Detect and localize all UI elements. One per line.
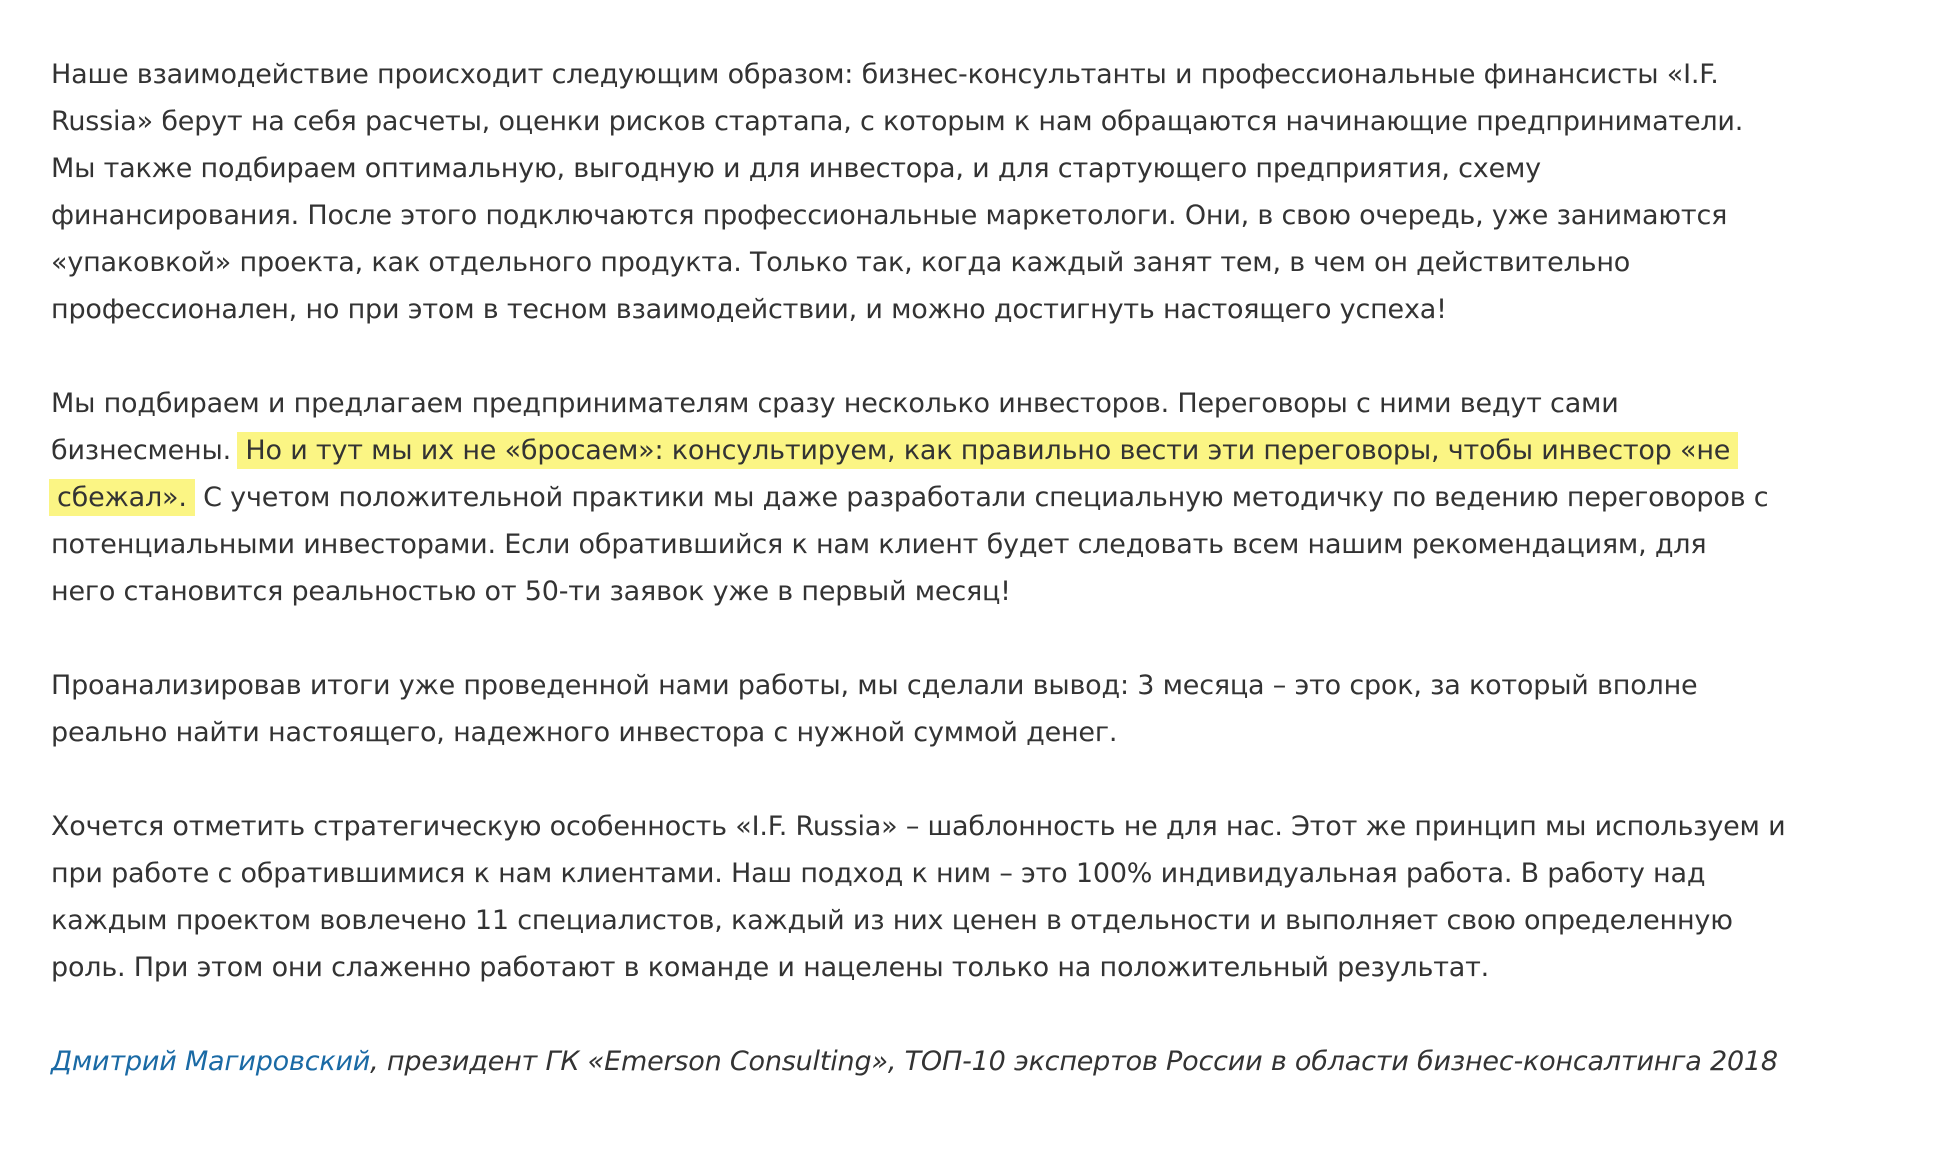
paragraph-conclusion (51, 662, 1911, 756)
text-line: каждым проектом вовлечено 11 специалистов, каждый из них ценен в отдельности и выполняет свою определенную (51, 905, 1733, 936)
text-segment: бизнесмены. (51, 435, 231, 466)
paragraph-strategy (51, 803, 1911, 991)
highlighted-text: Но и тут мы их не «бросаем»: консультируем, как правильно вести эти переговоры, чтобы инвестор «не (237, 432, 1738, 469)
text-line: роль. При этом они слаженно работают в команде и нацелены только на положительный результат. (51, 952, 1490, 983)
text-line: него становится реальностью от 50-ти заявок уже в первый месяц! (51, 576, 1011, 607)
text-line: Хочется отметить стратегическую особенность «I.F. Russia» – шаблонность не для нас. Этот же принцип мы используем и (51, 811, 1786, 842)
highlighted-text: сбежал». (49, 479, 195, 516)
article-body (51, 51, 1911, 1085)
text-line: реально найти настоящего, надежного инвестора с нужной суммой денег. (51, 717, 1118, 748)
paragraph-investors (51, 380, 1911, 615)
text-line: Russia» берут на себя расчеты, оценки рисков стартапа, с которым к нам обращаются начинающие предприниматели. (51, 106, 1744, 137)
author-link[interactable]: Дмитрий Магировский (51, 1046, 371, 1077)
paragraph-interaction (51, 51, 1911, 333)
text-line (51, 474, 1911, 521)
text-line: профессионален, но при этом в тесном взаимодействии, и можно достигнуть настоящего успеха! (51, 294, 1447, 325)
text-line: Проанализировав итоги уже проведенной нами работы, мы сделали вывод: 3 месяца – это срок, за который вполне (51, 670, 1698, 701)
text-line: потенциальными инвесторами. Если обратившийся к нам клиент будет следовать всем нашим рекомендациям, для (51, 529, 1707, 560)
text-segment: С учетом положительной практики мы даже разработали специальную методичку по ведению переговоров с (203, 482, 1769, 513)
text-line (51, 427, 1911, 474)
author-title: , президент ГК «Emerson Consulting», ТОП-10 экспертов России в области бизнес-консалтинга 2018 (370, 1046, 1778, 1077)
text-line: финансирования. После этого подключаются профессиональные маркетологи. Они, в свою очередь, уже занимаются (51, 200, 1728, 231)
text-line: «упаковкой» проекта, как отдельного продукта. Только так, когда каждый занят тем, в чем он действительно (51, 247, 1631, 278)
text-line: Мы также подбираем оптимальную, выгодную и для инвестора, и для стартующего предприятия, схему (51, 153, 1541, 184)
author-signature (51, 1038, 1911, 1085)
text-line: при работе с обратившимися к нам клиентами. Наш подход к ним – это 100% индивидуальная работа. В работу над (51, 858, 1706, 889)
text-line: Мы подбираем и предлагаем предпринимателям сразу несколько инвесторов. Переговоры с ними ведут сами (51, 388, 1619, 419)
text-line: Наше взаимодействие происходит следующим образом: бизнес-консультанты и профессиональные финансисты «I.F. (51, 59, 1719, 90)
